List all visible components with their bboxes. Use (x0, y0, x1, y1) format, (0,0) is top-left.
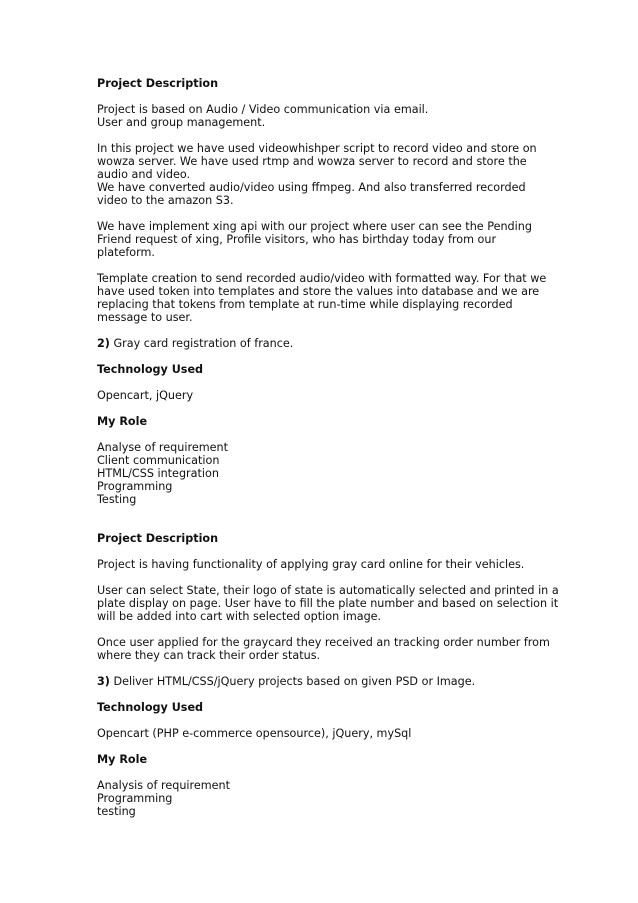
technology-list: Opencart (PHP e-commerce opensource), jQuery, mySql (97, 727, 412, 740)
section-heading: Technology Used (97, 363, 204, 376)
project-title (97, 675, 598, 688)
section-heading: My Role (97, 415, 148, 428)
section-heading: Technology Used (97, 701, 204, 714)
section-heading: Project Description (97, 532, 219, 545)
paragraph: Project is based on Audio / Video communication via email. User and group management. (97, 103, 429, 129)
paragraph: User can select State, their logo of state is automatically selected and printed in a plate display on page. User have to fill the plate number and based on selection it will be added into cart with selected option image. (97, 584, 559, 623)
role-list: Analyse of requirement Client communication HTML/CSS integration Programming Testing (97, 441, 228, 506)
paragraph: In this project we have used videowhishper script to record video and store on wowza server. We have used rtmp and wowza server to record and store the audio and video. We have converted audio/video using ffmpeg. And also transferred recorded video to the amazon S3. (97, 142, 537, 207)
project-title (97, 337, 598, 350)
paragraph: Project is having functionality of applying gray card online for their vehicles. (97, 558, 525, 571)
technology-list: Opencart, jQuery (97, 389, 194, 402)
project-number: 3) (97, 675, 110, 688)
role-list: Analysis of requirement Programming testing (97, 779, 231, 818)
project-number: 2) (97, 337, 110, 350)
section-heading: Project Description (97, 77, 219, 90)
project-name: Deliver HTML/CSS/jQuery projects based on given PSD or Image. (109, 675, 476, 688)
paragraph: Once user applied for the graycard they received an tracking order number from where they can track their order status. (97, 636, 550, 662)
section-heading: My Role (97, 753, 148, 766)
paragraph: Template creation to send recorded audio/video with formatted way. For that we have used token into templates and store the values into database and we are replacing that tokens from template at run-time while displaying recorded message to user. (97, 272, 547, 324)
paragraph: We have implement xing api with our project where user can see the Pending Friend request of xing, Profile visitors, who has birthday today from our plateform. (97, 220, 532, 259)
project-name: Gray card registration of france. (109, 337, 294, 350)
